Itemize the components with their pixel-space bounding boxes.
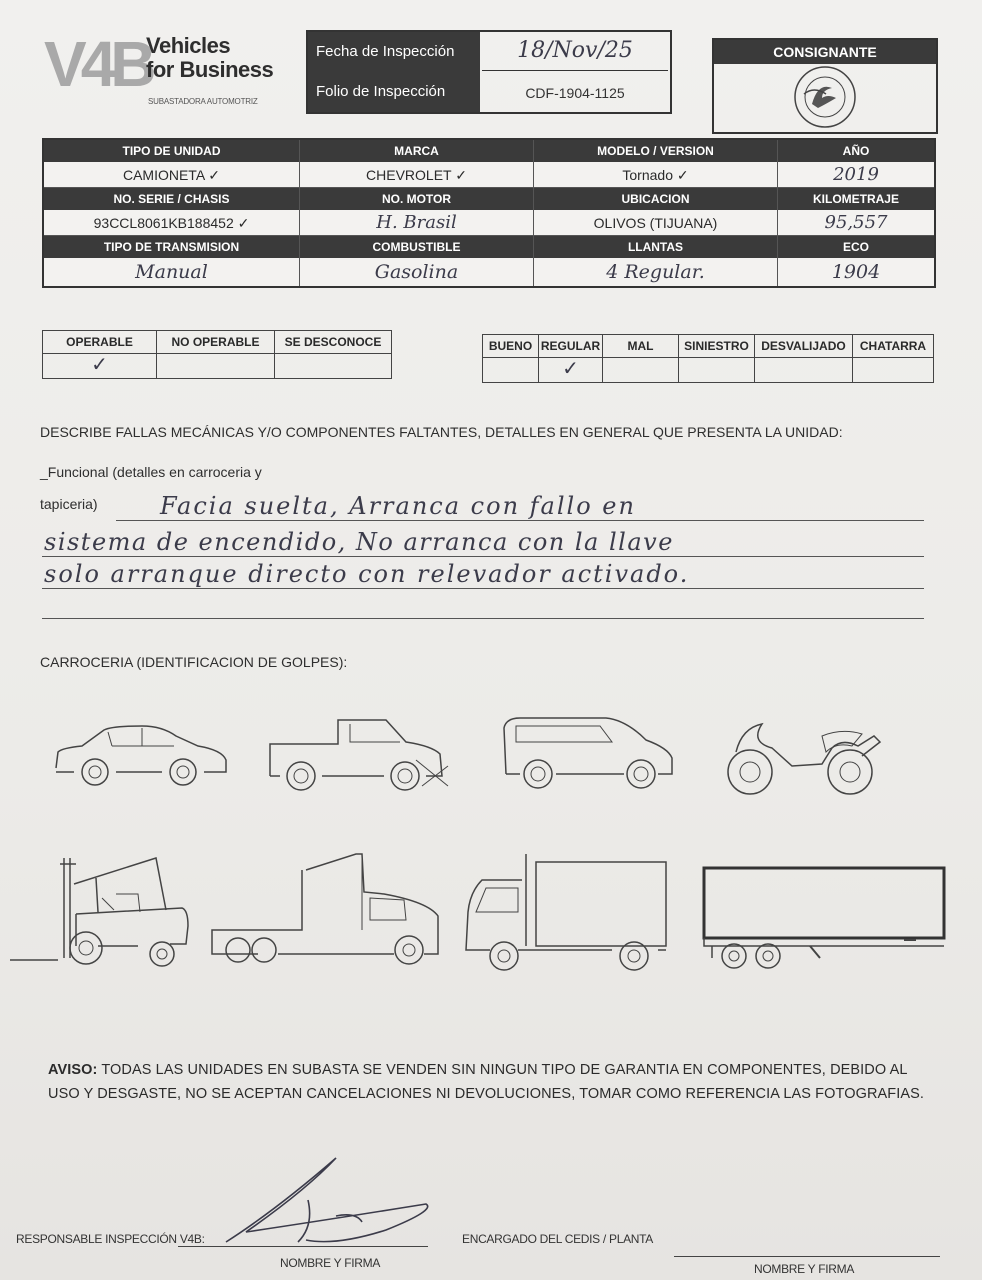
- logo-title-line1: Vehicles: [146, 33, 231, 58]
- engine-value: H. Brasil: [300, 210, 534, 236]
- header-tires: LLANTAS: [534, 236, 778, 258]
- inspection-box: [306, 30, 672, 114]
- consignee-label: CONSIGNANTE: [714, 40, 936, 64]
- bad-header: MAL: [603, 335, 679, 357]
- header-row-3: [44, 236, 934, 258]
- unit-type-value: CAMIONETA ✓: [44, 162, 300, 188]
- box-truck-icon[interactable]: [462, 852, 670, 976]
- date-value: 18/Nov/25: [482, 32, 668, 71]
- condition-table: [482, 334, 934, 383]
- mileage-value: 95,557: [778, 210, 934, 236]
- fault-line-4: [42, 618, 924, 619]
- folio-value: CDF-1904-1125: [525, 85, 625, 101]
- scrap-checkbox[interactable]: [853, 358, 933, 382]
- operable-checkbox[interactable]: ✓: [43, 354, 157, 378]
- inspector-sign-line: [178, 1246, 428, 1247]
- unknown-header: SE DESCONOCE: [284, 335, 382, 349]
- folio-label: Folio de Inspección: [308, 72, 480, 112]
- fault-line-3: [42, 588, 924, 589]
- header-row-1: [44, 140, 934, 162]
- header-model: MODELO / VERSION: [534, 140, 778, 162]
- inspector-label: RESPONSABLE INSPECCIÓN V4B:: [16, 1232, 205, 1246]
- header-engine: NO. MOTOR: [300, 188, 534, 210]
- stripped-checkbox[interactable]: [755, 358, 853, 382]
- sedan-icon[interactable]: [52, 720, 232, 790]
- bad-checkbox[interactable]: [603, 358, 679, 382]
- faults-text-line3: solo arranque directo con relevador activado.: [44, 560, 690, 588]
- faults-heading: DESCRIBE FALLAS MECÁNICAS Y/O COMPONENTES FALTANTES, DETALLES EN GENERAL QUE PRESENTA LA UNIDAD:: [40, 424, 843, 440]
- header-unit-type: TIPO DE UNIDAD: [44, 140, 300, 162]
- good-checkbox[interactable]: [483, 358, 539, 382]
- brand-value: CHEVROLET ✓: [300, 162, 534, 188]
- regular-checkbox[interactable]: ✓: [539, 358, 603, 382]
- operability-table: [42, 330, 392, 379]
- value-row-2: [44, 210, 934, 236]
- operable-header: OPERABLE: [43, 331, 157, 353]
- consignee-box: [712, 38, 938, 134]
- inspector-signature: [186, 1150, 456, 1250]
- plant-sign-line: [674, 1256, 940, 1257]
- not-operable-checkbox[interactable]: [157, 354, 275, 378]
- unknown-checkbox[interactable]: [275, 354, 391, 378]
- faults-text-line2: sistema de encendido, No arranca con la llave: [44, 528, 674, 556]
- value-row-3: [44, 258, 934, 286]
- logo-subtitle: SUBASTADORA AUTOMOTRIZ: [148, 97, 258, 106]
- year-value: 2019: [778, 162, 934, 188]
- header-year: AÑO: [842, 144, 870, 158]
- header-location: UBICACION: [534, 188, 778, 210]
- faults-text-line1: Facia suelta, Arranca con fallo en: [160, 492, 636, 520]
- van-icon[interactable]: [500, 712, 680, 792]
- tires-value: 4 Regular.: [534, 258, 778, 286]
- accident-checkbox[interactable]: [679, 358, 755, 382]
- header-eco: ECO: [842, 240, 869, 254]
- notice-text: [48, 1058, 928, 1106]
- scrap-header: CHATARRA: [859, 339, 927, 353]
- fault-line-2: [42, 556, 924, 557]
- serial-value: 93CCL8061KB188452 ✓: [44, 210, 300, 236]
- accident-header: SINIESTRO: [679, 335, 755, 357]
- v4b-logo: V4B: [44, 28, 151, 100]
- eco-value: 1904: [831, 261, 881, 283]
- notice-bold: AVISO:: [48, 1062, 98, 1078]
- regular-header: REGULAR: [539, 335, 603, 357]
- faults-label-line2: tapiceria): [40, 496, 98, 512]
- header-row-2: [44, 188, 934, 210]
- logo-title-line2: for Business: [146, 57, 274, 82]
- fuel-value: Gasolina: [300, 258, 534, 286]
- forklift-icon[interactable]: [6, 854, 190, 968]
- plant-name-sign: NOMBRE Y FIRMA: [754, 1262, 855, 1276]
- value-row-1: [44, 162, 934, 188]
- faults-label-line1: _Funcional (detalles en carroceria y: [40, 464, 262, 480]
- vehicle-info-table: [42, 138, 936, 288]
- trailer-icon[interactable]: [700, 864, 950, 972]
- consignee-seal-icon: [714, 64, 936, 130]
- transmission-value: Manual: [44, 258, 300, 286]
- header-fuel: COMBUSTIBLE: [300, 236, 534, 258]
- notice-body: TODAS LAS UNIDADES EN SUBASTA SE VENDEN SIN NINGUN TIPO DE GARANTIA EN COMPONENTES, DEBIDO AL USO Y DESGASTE, NO SE ACEPTAN CANCELACIONES NI DEVOLUCIONES, TOMAR COMO REFERENCIA LAS FOTOGRAFIAS.: [48, 1062, 925, 1102]
- header-brand: MARCA: [300, 140, 534, 162]
- inspector-name-sign: NOMBRE Y FIRMA: [280, 1256, 381, 1270]
- plant-label: ENCARGADO DEL CEDIS / PLANTA: [462, 1232, 653, 1246]
- logo-title: [146, 34, 273, 82]
- header-transmission: TIPO DE TRANSMISION: [44, 236, 300, 258]
- header-mileage: KILOMETRAJE: [812, 192, 899, 206]
- date-label: Fecha de Inspección: [308, 32, 480, 72]
- header-serial: NO. SERIE / CHASIS: [44, 188, 300, 210]
- not-operable-header: NO OPERABLE: [157, 331, 275, 353]
- model-value: Tornado ✓: [534, 162, 778, 188]
- stripped-header: DESVALIJADO: [755, 335, 853, 357]
- tractor-truck-icon[interactable]: [206, 850, 442, 968]
- good-header: BUENO: [483, 335, 539, 357]
- fault-line-1: [116, 520, 924, 521]
- pickup-icon[interactable]: [266, 716, 450, 794]
- motorcycle-icon[interactable]: [722, 712, 882, 800]
- location-value: OLIVOS (TIJUANA): [534, 210, 778, 236]
- body-heading: CARROCERIA (IDENTIFICACION DE GOLPES):: [40, 654, 348, 670]
